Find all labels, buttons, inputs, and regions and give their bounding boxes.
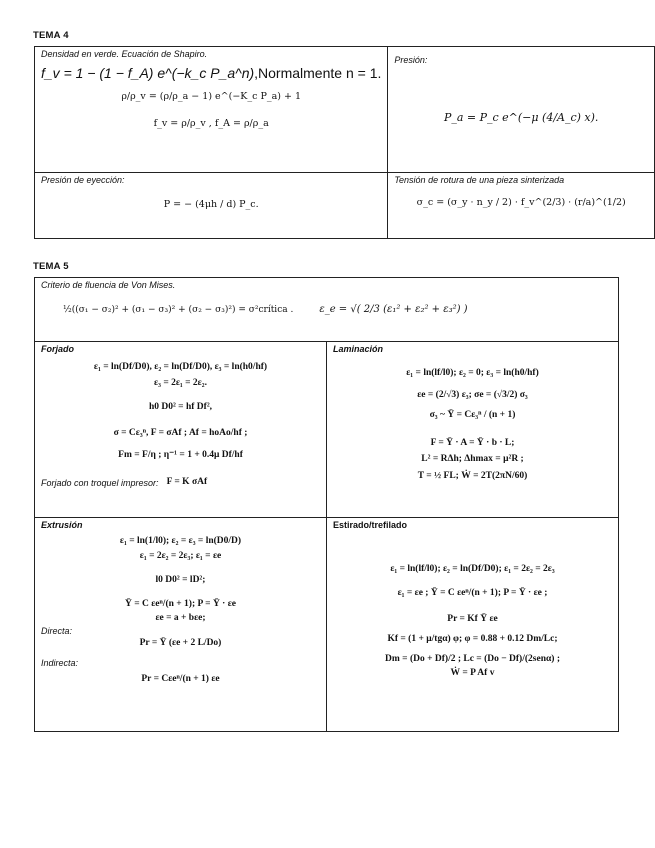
laminacion-eq2: εe = (2/√3) ε₃; σe = (√3/2) σ₃ bbox=[417, 389, 528, 400]
forjado-cell bbox=[35, 342, 327, 518]
shapiro-caption: Densidad en verde. Ecuación de Shapiro. bbox=[41, 49, 208, 59]
tema5-title: TEMA 5 bbox=[33, 261, 69, 272]
extrusion-eq5: εe = a + bεe; bbox=[155, 612, 206, 623]
vonmises-eq1: ½((σ₁ − σ₂)² + (σ₁ − σ₃)² + (σ₂ − σ₃)²) = σ²crítica . bbox=[63, 304, 294, 315]
estirado-eq1: ε₁ = ln(lf/l0); ε₂ = ln(Df/D0); ε₁ = 2ε₂ = 2ε₃ bbox=[390, 564, 555, 574]
forjado-troquel-label: Forjado con troquel impresor: bbox=[41, 478, 159, 489]
forjado-eq5: Fm = F/η ; η⁻¹ = 1 + 0.4μ Df/hf bbox=[118, 449, 243, 460]
forjado-eq4: σ = Cε₃ⁿ, F = σAf ; Af = hoAo/hf ; bbox=[113, 427, 248, 438]
estirado-caption: Estirado/trefilado bbox=[333, 520, 408, 530]
shapiro-cell bbox=[35, 47, 388, 173]
laminacion-eq6: T = ½ FL; Ẇ = 2T(2πN/60) bbox=[417, 471, 528, 482]
shapiro-eq1-note: ,Normalmente n = 1. bbox=[254, 65, 382, 81]
forjado-caption: Forjado bbox=[41, 344, 74, 354]
laminacion-caption: Laminación bbox=[333, 344, 384, 354]
tema5-table bbox=[34, 277, 619, 732]
rotura-cell bbox=[388, 173, 655, 239]
laminacion-eq3: σ₃ ~ Ȳ = Cε₃ⁿ / (n + 1) bbox=[429, 409, 516, 420]
estirado-cell bbox=[327, 518, 619, 732]
estirado-eq5: Dm = (Do + Df)/2 ; Lc = (Do − Df)/(2senα) ; bbox=[385, 653, 560, 664]
extrusion-directa-eq: Pr = Ȳ (εe + 2 L/Do) bbox=[139, 638, 222, 649]
rotura-eq: σ_c = (σ_y · n_y / 2) · f_v^(2/3) · (r/a)^(1/2) bbox=[416, 197, 626, 208]
vonmises-eq2: ε_e = √( 2/3 (ε₁² + ε₂² + ε₃²) ) bbox=[319, 304, 468, 315]
laminacion-eq1: ε₁ = ln(lf/l0); ε₂ = 0; ε₃ = ln(h0/hf) bbox=[406, 368, 539, 378]
extrusion-indirecta-label: Indirecta: bbox=[41, 658, 79, 669]
estirado-eq3: Pr = Kf Ȳ εe bbox=[447, 613, 498, 624]
tema4-title: TEMA 4 bbox=[33, 30, 69, 41]
extrusion-cell bbox=[35, 518, 327, 732]
forjado-troquel-eq: F = K σAf bbox=[166, 477, 208, 488]
rotura-caption: Tensión de rotura de una pieza sinterizada bbox=[394, 175, 565, 185]
estirado-eq6: Ẇ = P Af v bbox=[450, 668, 495, 679]
eyeccion-caption: Presión de eyección: bbox=[41, 175, 125, 185]
laminacion-cell bbox=[327, 342, 619, 518]
vonmises-cell bbox=[35, 278, 619, 342]
laminacion-eq4: F = Ȳ · A = Ȳ · b · L; bbox=[430, 437, 515, 448]
eyeccion-cell bbox=[35, 173, 388, 239]
presion-eq: P_a = P_c e^(−μ (4/A_c) x). bbox=[443, 111, 599, 124]
forjado-eq1: ε₁ = ln(Df/D0), ε₂ = ln(Df/D0), ε₃ = ln(h0/hf) bbox=[93, 362, 268, 372]
forjado-eq2: ε₃ = 2ε₁ = 2ε₂. bbox=[154, 377, 207, 388]
eyeccion-eq: P = − (4μh / d) P_c. bbox=[163, 199, 259, 210]
forjado-eq3: h0 D0² = hf Df², bbox=[148, 401, 213, 412]
estirado-eq4: Kf = (1 + μ/tgα) φ; φ = 0.88 + 0.12 Dm/Lc; bbox=[387, 633, 558, 644]
presion-caption: Presión: bbox=[394, 55, 428, 65]
extrusion-eq4: Ȳ = C εeⁿ/(n + 1); P = Ȳ · εe bbox=[124, 598, 237, 609]
tema4-table bbox=[34, 46, 655, 239]
extrusion-directa-label: Directa: bbox=[41, 626, 73, 637]
laminacion-eq5: L² = RΔh; Δhmax = μ²R ; bbox=[421, 453, 524, 464]
shapiro-eq1: f_v = 1 − (1 − f_A) e^(−k_c P_a^n) bbox=[41, 65, 255, 81]
shapiro-eq2: ρ/ρ_v = (ρ/ρ_a − 1) e^(−K_c P_a) + 1 bbox=[121, 91, 302, 102]
extrusion-indirecta-eq: Pr = Cεeⁿ/(n + 1) εe bbox=[141, 674, 220, 685]
extrusion-caption: Extrusión bbox=[41, 520, 83, 530]
estirado-eq2: ε₁ = εe ; Ȳ = C εeⁿ/(n + 1); P = Ȳ · εe ; bbox=[397, 587, 548, 598]
vonmises-caption: Criterio de fluencia de Von Mises. bbox=[41, 280, 176, 290]
extrusion-eq2: ε₁ = 2ε₂ = 2ε₃; ε₁ = εe bbox=[139, 550, 222, 561]
extrusion-eq3: l0 D0² = lD²; bbox=[155, 574, 206, 585]
presion-cell bbox=[388, 47, 655, 173]
shapiro-eq3: f_v = ρ/ρ_v , f_A = ρ/ρ_a bbox=[153, 118, 269, 130]
extrusion-eq1: ε₁ = ln(1/l0); ε₂ = ε₃ = ln(D0/D) bbox=[119, 536, 242, 546]
